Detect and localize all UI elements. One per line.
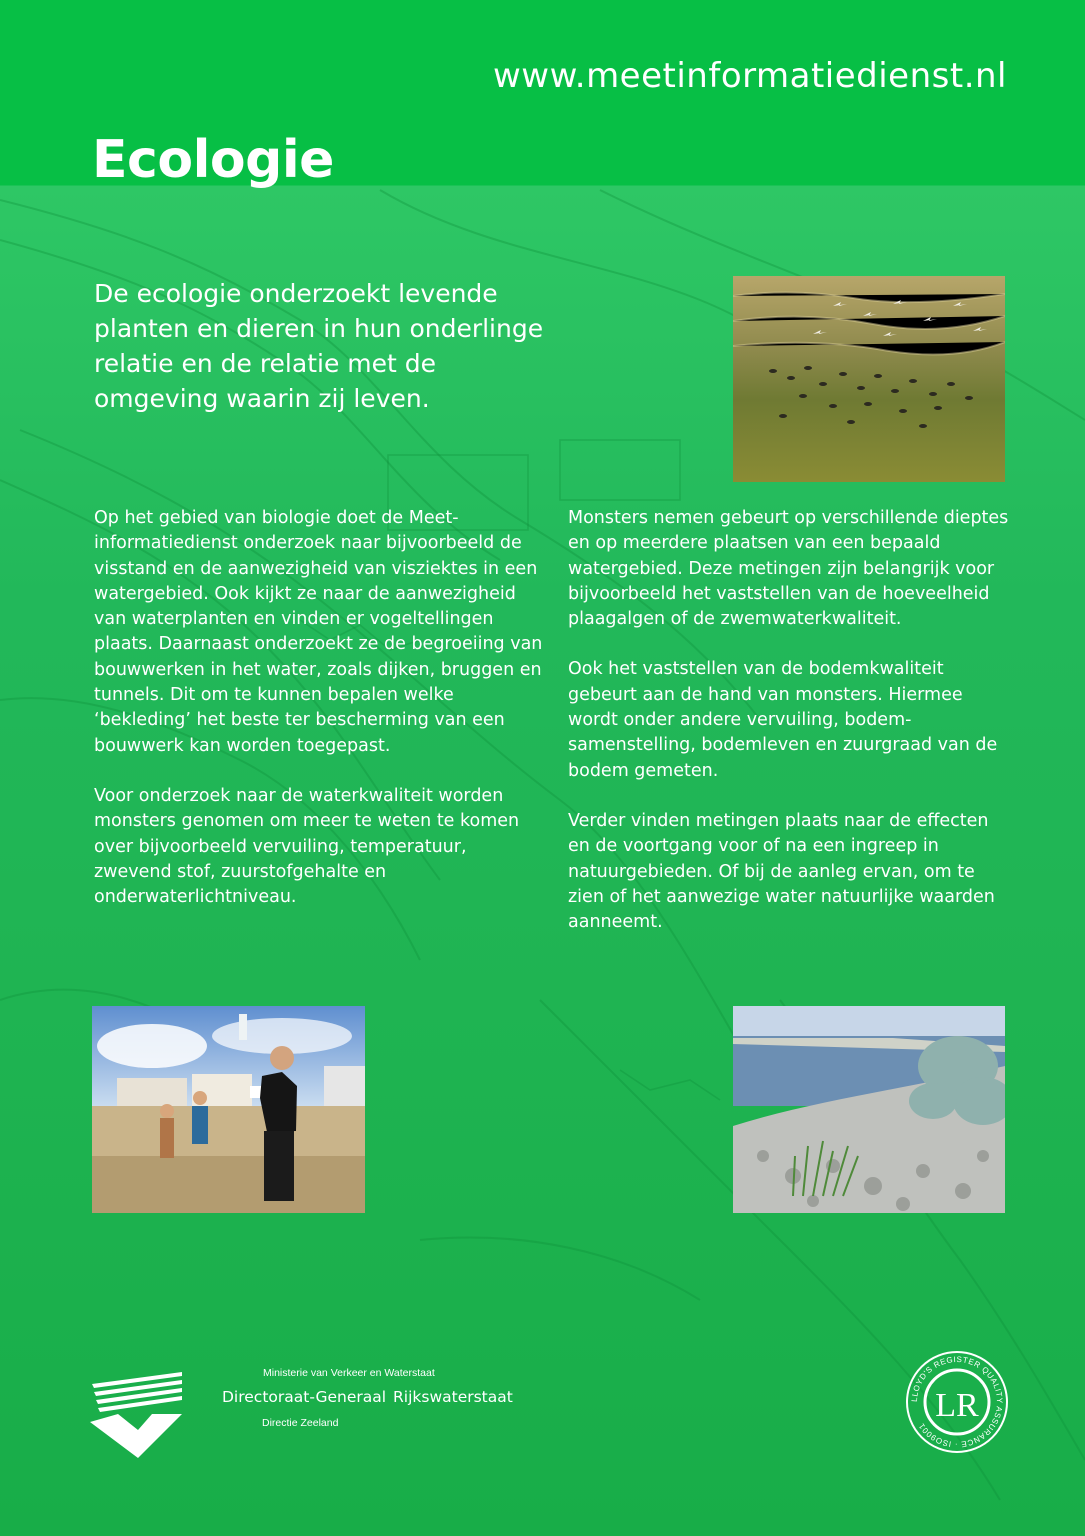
right-column	[568, 506, 1013, 960]
right-paragraph-3: Verder vinden metingen plaats naar de effecten en de voortgang voor of na een ingreep in natuurgebieden. Of bij de aanleg ervan, om te zien of het aanwezige water natuurlijke waarden aanneemt.	[568, 810, 995, 933]
rijkswaterstaat-logo	[90, 1370, 185, 1458]
seal-ring-text: LLOYD'S REGISTER QUALITY ASSURANCE · ISO9001	[909, 1354, 1005, 1450]
ministry-name: Ministerie van Verkeer en Waterstaat	[263, 1367, 435, 1379]
seal-letter: LR	[935, 1387, 979, 1424]
right-paragraph-1: Monsters nemen gebeurt op verschillende dieptes en op meerdere plaatsen van een bepaald watergebied. Deze metingen zijn belangrijk voor bijvoorbeeld het vaststellen van de hoeveelheid plaagalgen of de zwemwaterkwaliteit.	[568, 508, 1009, 630]
right-paragraph-2: Ook het vaststellen van de bodemkwaliteit gebeurt aan de hand van monsters. Hiermee wordt onder andere vervuiling, bodem-samenstelling, bodemleven en zuurgraad van de bodem gemeten.	[568, 659, 998, 781]
intro-text: De ecologie onderzoekt levende planten en dieren in hun onderlinge relatie en de relatie met de omgeving waarin zij leven.	[94, 279, 544, 413]
directorate-name: Directoraat-Generaal Rijkswaterstaat	[222, 1388, 513, 1406]
lloyds-register-seal	[905, 1350, 1009, 1454]
left-paragraph-1: Op het gebied van biologie doet de Meet-informatiedienst onderzoek naar bijvoorbeeld de visstand en de aanwezigheid van visziektes in een watergebied. Ook kijkt ze naar de aanwezigheid van waterplanten en vinden er vogeltellingen plaats. Daarnaast onderzoekt ze de begroeiing van bouwwerken in het water, zoals dijken, bruggen en tunnels. Dit om te kunnen bepalen welke ‘bekleding’ het beste ter bescherming van een bouwwerk kan worden toegepast.	[94, 508, 543, 756]
left-column	[94, 506, 544, 935]
website-url[interactable]: www.meetinformatiedienst.nl	[492, 56, 1007, 96]
left-paragraph-2: Voor onderzoek naar de waterkwaliteit worden monsters genomen om meer te weten te komen over bijvoorbeeld vervuiling, temperatuur, zwevend stof, zuurstofgehalte en onderwaterlichtniveau.	[94, 785, 520, 908]
coastal-dike-photo	[733, 1006, 1005, 1213]
division-name: Directie Zeeland	[262, 1417, 339, 1429]
beach-sampling-photo	[92, 1006, 365, 1213]
page-title: Ecologie	[92, 130, 334, 190]
birds-photo	[733, 276, 1005, 482]
